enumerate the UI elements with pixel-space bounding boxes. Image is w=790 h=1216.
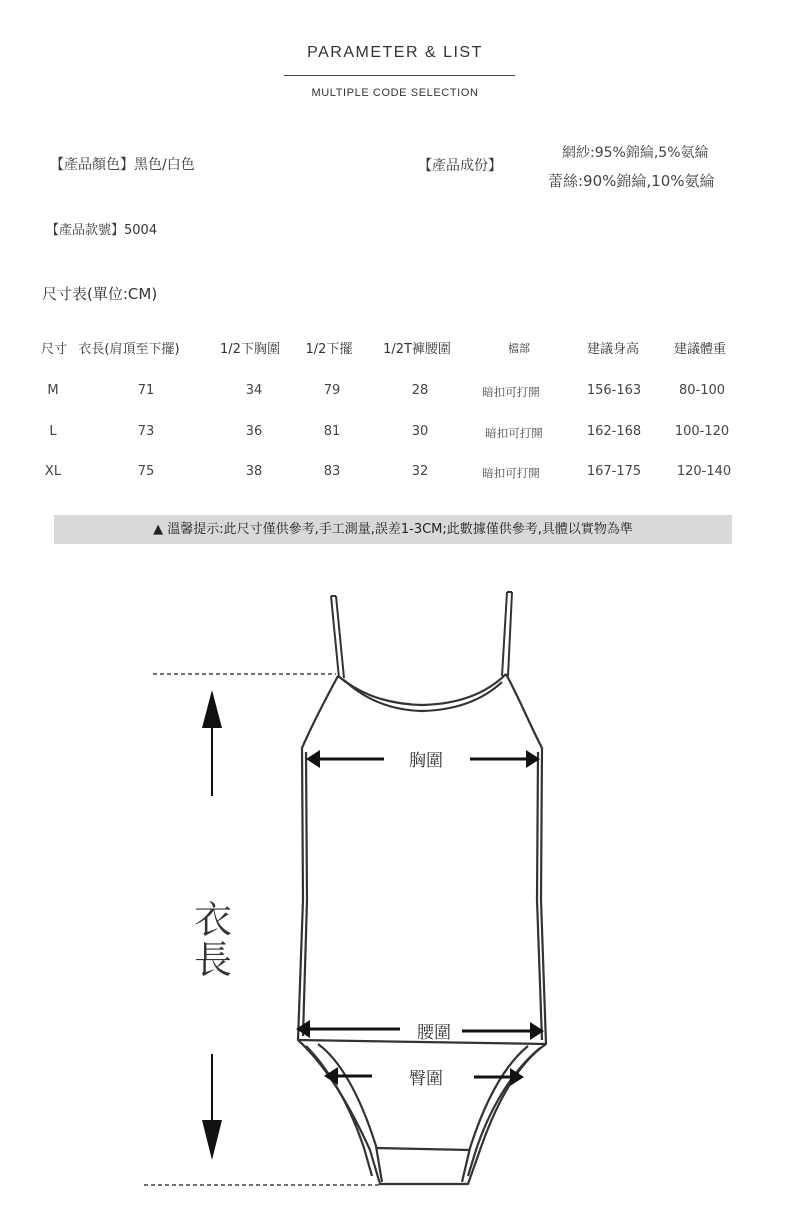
cell-chest: 36 — [245, 424, 263, 439]
cell-hem: 83 — [323, 464, 341, 479]
chest-label: 胸圍 — [409, 751, 443, 771]
cell-length: 71 — [137, 383, 155, 398]
cell-size: L — [49, 424, 57, 439]
cell-waist: 30 — [411, 424, 429, 439]
garment-diagram — [0, 560, 790, 1216]
cell-height: 156-163 — [586, 383, 642, 398]
cell-height: 167-175 — [586, 464, 642, 479]
right-strap — [502, 592, 512, 676]
cell-crotch: 暗扣可打開 — [485, 426, 543, 440]
header-size: 尺寸 — [40, 342, 68, 357]
composition-lace: 蕾絲:90%錦綸,10%氨綸 — [548, 172, 715, 190]
cell-hem: 79 — [323, 383, 341, 398]
hip-label: 臀圍 — [409, 1069, 443, 1089]
page-subtitle: MULTIPLE CODE SELECTION — [311, 87, 479, 99]
title-divider — [284, 75, 515, 76]
cell-size: XL — [44, 464, 62, 479]
cell-crotch: 暗扣可打開 — [482, 385, 540, 399]
header-crotch: 檔部 — [508, 342, 530, 355]
composition-label: 【產品成份】 — [418, 158, 502, 174]
cell-hem: 81 — [323, 424, 341, 439]
cell-chest: 38 — [245, 464, 263, 479]
composition-mesh: 網紗:95%錦綸,5%氨綸 — [562, 145, 709, 161]
cell-chest: 34 — [245, 383, 263, 398]
cell-crotch: 暗扣可打開 — [482, 466, 540, 480]
cell-waist: 32 — [411, 464, 429, 479]
header-length: 衣長(肩頂至下擺) — [78, 342, 180, 357]
cell-waist: 28 — [411, 383, 429, 398]
product-color: 【產品顏色】黑色/白色 — [50, 157, 195, 173]
waist-label: 腰圍 — [417, 1023, 451, 1043]
length-label: 衣長 — [193, 898, 232, 982]
header-weight: 建議體重 — [673, 342, 727, 357]
cell-height: 162-168 — [586, 424, 642, 439]
header-hem: 1/2下擺 — [305, 342, 353, 357]
header-height: 建議身高 — [586, 342, 640, 357]
cell-length: 75 — [137, 464, 155, 479]
measurement-tip: ▲ 溫馨提示:此尺寸僅供參考,手工測量,誤差1-3CM;此數據僅供參考,具體以實物為準 — [54, 515, 732, 544]
cell-weight: 80-100 — [678, 383, 726, 398]
page-title: PARAMETER & LIST — [307, 44, 483, 61]
left-strap — [331, 596, 344, 678]
size-chart-title: 尺寸表(單位:CM) — [42, 285, 158, 303]
cell-weight: 120-140 — [676, 464, 732, 479]
cell-size: M — [47, 383, 59, 398]
cell-weight: 100-120 — [674, 424, 730, 439]
length-arrow-up — [202, 690, 222, 796]
cell-length: 73 — [137, 424, 155, 439]
length-guide-lines — [144, 674, 380, 1185]
product-style-number: 【產品款號】5004 — [46, 223, 158, 238]
length-arrow-down — [202, 1054, 222, 1160]
header-chest: 1/2下胸圍 — [220, 342, 280, 357]
header-waist: 1/2T褲腰圍 — [383, 342, 451, 357]
